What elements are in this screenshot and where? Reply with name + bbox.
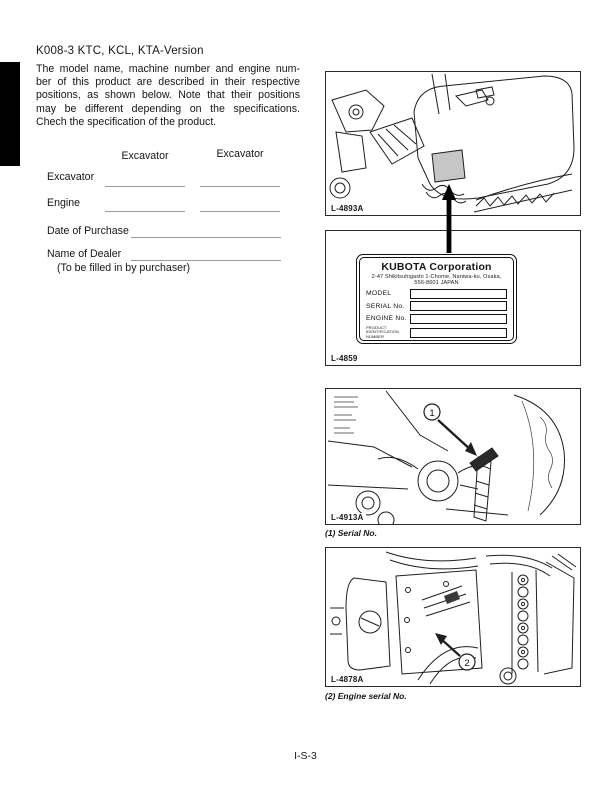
- page-title: K008-3 KTC, KCL, KTA-Version: [36, 45, 204, 57]
- date-of-purchase-label: Date of Purchase: [47, 225, 129, 237]
- date-of-purchase-blank: [131, 237, 281, 238]
- callout-2: 2: [464, 658, 470, 669]
- figure-label: L-4913A: [331, 513, 364, 522]
- nameplate-inner-frame: [359, 257, 514, 341]
- section-edge-tab: [0, 62, 20, 166]
- callout-1: 1: [429, 408, 435, 419]
- name-of-dealer-blank: [131, 260, 281, 261]
- paragraph-line: Chech the specification of the product.: [36, 115, 217, 128]
- excavator-blank-1: [105, 186, 185, 187]
- serial-plate-illustration: [326, 389, 580, 524]
- figure-caption-serial: (1) Serial No.: [325, 528, 377, 538]
- paragraph-line: positions, as shown below. Note that their positions: [36, 89, 300, 102]
- figure-serial-no-location: [325, 388, 581, 525]
- excavator-blank-2: [200, 186, 280, 187]
- kubota-nameplate: [356, 254, 517, 344]
- nameplate-row-label-engine: ENGINE No.: [366, 315, 407, 322]
- form-row-label-excavator: Excavator: [47, 171, 95, 183]
- name-of-dealer-label: Name of Dealer: [47, 248, 122, 260]
- nameplate-title: KUBOTA Corporation: [381, 261, 492, 273]
- nameplate-address: 2-47 Shikitsuhigashi 1-Chome, Naniwa-ku, Osaka, 556-8601 JAPAN: [371, 274, 502, 286]
- form-row-label-engine: Engine: [47, 197, 80, 209]
- engine-illustration: [326, 548, 580, 686]
- figure-label: L-4859: [331, 354, 358, 363]
- paragraph-line: may be different depending on the specifications.: [36, 102, 300, 115]
- form-column-header-1: Excavator: [121, 150, 169, 162]
- nameplate-pointer-arrow: [440, 184, 458, 253]
- figure-label: L-4893A: [331, 204, 364, 213]
- nameplate-pin-box: [410, 328, 507, 338]
- figure-engine-serial-location: [325, 547, 581, 687]
- nameplate-serial-box: [410, 301, 507, 311]
- nameplate-model-box: [410, 289, 507, 299]
- engine-blank-1: [105, 211, 185, 212]
- nameplate-pin-label: PRODUCT IDENTIFICATION NUMBER: [366, 325, 399, 339]
- intro-paragraph: [36, 63, 300, 129]
- engine-blank-2: [200, 211, 280, 212]
- page-number: I-S-3: [294, 750, 317, 762]
- figure-caption-engine-serial: (2) Engine serial No.: [325, 691, 407, 701]
- nameplate-engine-box: [410, 314, 507, 324]
- nameplate-row-label-serial: SERIAL No.: [366, 302, 405, 310]
- form-note: (To be filled in by purchaser): [57, 262, 191, 274]
- form-column-header-2: Excavator: [216, 148, 264, 160]
- paragraph-line: The model name, machine number and engine num-: [36, 63, 300, 75]
- paragraph-line: ber of this product are described in their respective: [36, 76, 300, 89]
- nameplate-row-label-model: MODEL: [366, 290, 392, 297]
- figure-label: L-4878A: [331, 675, 364, 684]
